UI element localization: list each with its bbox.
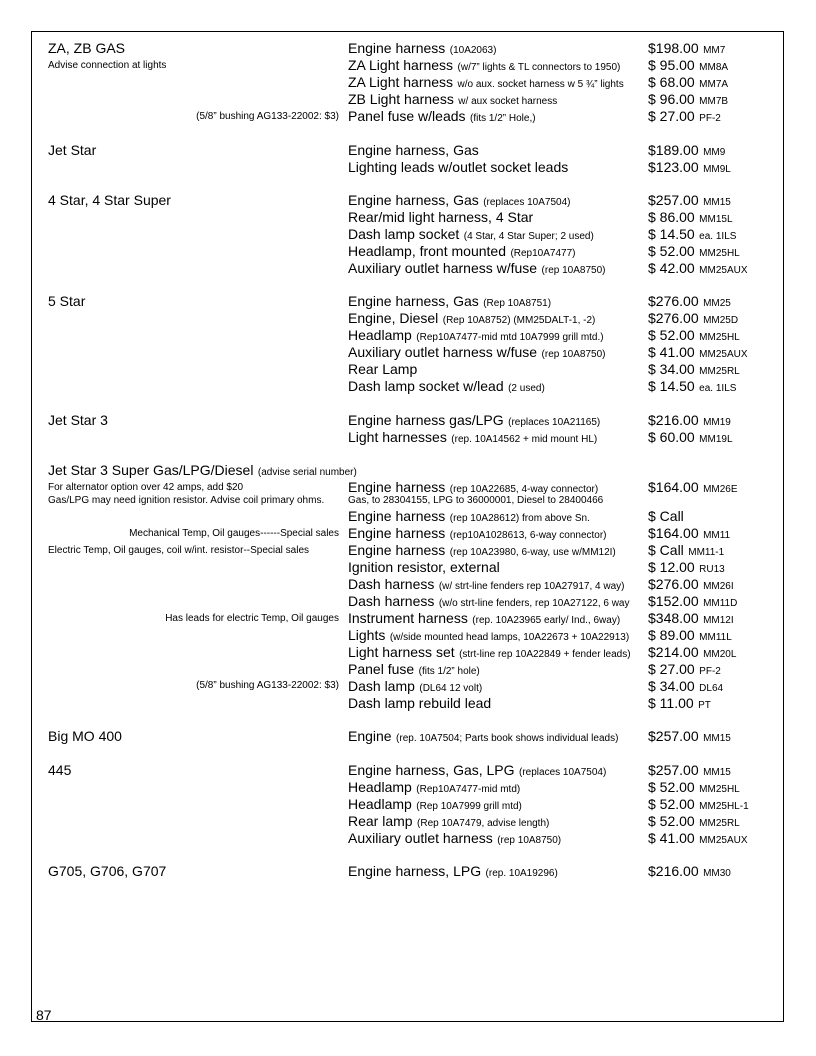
item-price: $ 11.00 PT xyxy=(648,695,711,711)
item-price: $ 14.50 ea. 1ILS xyxy=(648,378,737,394)
item-price: $276.00 MM25D xyxy=(648,310,739,326)
item-price: $216.00 MM30 xyxy=(648,863,731,879)
section-note: Gas/LPG may need ignition resistor. Advise coil primary ohms. xyxy=(48,495,325,506)
item-description: Engine harness, LPG (rep. 10A19296) xyxy=(348,863,558,879)
item-description: Dash lamp rebuild lead xyxy=(348,695,492,711)
item-description: Rear Lamp xyxy=(348,361,418,377)
item-description: Headlamp, front mounted (Rep10A7477) xyxy=(348,243,576,259)
item-price: $ 52.00 MM25HL xyxy=(648,327,740,343)
model-heading: ZA, ZB GAS xyxy=(48,40,126,56)
item-description: Dash lamp socket w/lead (2 used) xyxy=(348,378,545,394)
item-description: Panel fuse w/leads (fits 1/2” Hole,) xyxy=(348,108,536,124)
item-price: $ Call MM11-1 xyxy=(648,542,725,558)
item-price: $276.00 MM26I xyxy=(648,576,734,592)
item-description: Engine harness (rep 10A23980, 6-way, use w/MM12I) xyxy=(348,542,616,558)
section-note: Has leads for electric Temp, Oil gauges xyxy=(165,613,339,624)
item-description: Engine harness, Gas (Rep 10A8751) xyxy=(348,293,552,309)
item-description: Headlamp (Rep 10A7999 grill mtd) xyxy=(348,796,522,812)
item-price: $257.00 MM15 xyxy=(648,762,731,778)
item-price: $ 89.00 MM11L xyxy=(648,627,732,643)
item-description: Engine harness, Gas (replaces 10A7504) xyxy=(348,192,571,208)
section-note: (5/8” bushing AG133-22002: $3) xyxy=(196,680,339,691)
section-note: (5/8” bushing AG133-22002: $3) xyxy=(196,111,339,122)
item-description: Light harness set (strt-line rep 10A22849 + fender leads) xyxy=(348,644,631,660)
item-description: Engine harness (rep 10A22685, 4-way connector) xyxy=(348,479,599,495)
model-heading: 4 Star, 4 Star Super xyxy=(48,192,171,208)
item-description: ZB Light harness w/ aux socket harness xyxy=(348,91,558,107)
item-description: Engine harness (10A2063) xyxy=(348,40,497,56)
item-description: Auxiliary outlet harness w/fuse (rep 10A8750) xyxy=(348,260,606,276)
item-price: $152.00 MM11D xyxy=(648,593,738,609)
item-description: Dash lamp (DL64 12 volt) xyxy=(348,678,483,694)
item-price: $ 95.00 MM8A xyxy=(648,57,729,73)
model-heading: G705, G706, G707 xyxy=(48,863,167,879)
item-description: Dash lamp socket (4 Star, 4 Star Super; 2 used) xyxy=(348,226,594,242)
item-description: Engine (rep. 10A7504; Parts book shows individual leads) xyxy=(348,728,619,744)
item-price: $ 60.00 MM19L xyxy=(648,429,733,445)
item-description: Ignition resistor, external xyxy=(348,559,500,575)
model-heading: Jet Star xyxy=(48,142,97,158)
continuation-note: Gas, to 28304155, LPG to 36000001, Diesel to 28400466 xyxy=(348,495,604,506)
item-description: Headlamp (Rep10A7477-mid mtd 10A7999 grill mtd.) xyxy=(348,327,604,343)
item-description: Dash harness (w/o strt-line fenders, rep 10A27122, 6 way xyxy=(348,593,630,609)
item-price: $348.00 MM12I xyxy=(648,610,734,626)
item-price: $276.00 MM25 xyxy=(648,293,731,309)
item-price: $257.00 MM15 xyxy=(648,728,731,744)
item-price: $ 12.00 RU13 xyxy=(648,559,725,575)
item-price: $ Call xyxy=(648,508,684,524)
item-description: Light harnesses (rep. 10A14562 + mid mount HL) xyxy=(348,429,598,445)
item-price: $ 86.00 MM15L xyxy=(648,209,733,225)
item-description: Engine harness, Gas xyxy=(348,142,479,158)
item-price: $164.00 MM26E xyxy=(648,479,738,495)
item-description: Engine harness, Gas, LPG (replaces 10A7504) xyxy=(348,762,607,778)
item-description: ZA Light harness (w/7” lights & TL connectors to 1950) xyxy=(348,57,621,73)
model-heading: 445 xyxy=(48,762,72,778)
model-heading: Jet Star 3 Super Gas/LPG/Diesel (advise serial number) xyxy=(48,462,357,478)
item-description: Engine harness (rep 10A28612) from above Sn. xyxy=(348,508,590,524)
section-note: Mechanical Temp, Oil gauges------Special sales xyxy=(129,528,339,539)
item-description: Panel fuse (fits 1/2” hole) xyxy=(348,661,480,677)
item-price: $123.00 MM9L xyxy=(648,159,731,175)
item-price: $ 68.00 MM7A xyxy=(648,74,729,90)
item-price: $ 27.00 PF-2 xyxy=(648,108,721,124)
item-description: Dash harness (w/ strt-line fenders rep 10A27917, 4 way) xyxy=(348,576,625,592)
item-price: $214.00 MM20L xyxy=(648,644,737,660)
item-price: $257.00 MM15 xyxy=(648,192,731,208)
item-description: Instrument harness (rep. 10A23965 early/ Ind., 6way) xyxy=(348,610,621,626)
section-note: Advise connection at lights xyxy=(48,60,167,71)
item-description: Auxiliary outlet harness (rep 10A8750) xyxy=(348,830,562,846)
item-price: $ 41.00 MM25AUX xyxy=(648,830,748,846)
item-description: Rear/mid light harness, 4 Star xyxy=(348,209,534,225)
item-price: $ 34.00 DL64 xyxy=(648,678,724,694)
item-price: $216.00 MM19 xyxy=(648,412,731,428)
item-price: $ 52.00 MM25HL xyxy=(648,243,740,259)
item-description: Engine harness gas/LPG (replaces 10A21165) xyxy=(348,412,601,428)
item-description: Auxiliary outlet harness w/fuse (rep 10A8750) xyxy=(348,344,606,360)
item-price: $ 42.00 MM25AUX xyxy=(648,260,748,276)
item-price: $ 52.00 MM25RL xyxy=(648,813,740,829)
item-price: $ 52.00 MM25HL-1 xyxy=(648,796,749,812)
item-description: Lights (w/side mounted head lamps, 10A22673 + 10A22913) xyxy=(348,627,630,643)
item-description: Engine, Diesel (Rep 10A8752) (MM25DALT-1, -2) xyxy=(348,310,596,326)
item-price: $ 27.00 PF-2 xyxy=(648,661,721,677)
model-heading: Jet Star 3 xyxy=(48,412,108,428)
item-price: $ 52.00 MM25HL xyxy=(648,779,740,795)
model-heading: 5 Star xyxy=(48,293,86,309)
item-price: $189.00 MM9 xyxy=(648,142,726,158)
model-heading: Big MO 400 xyxy=(48,728,122,744)
item-description: Engine harness (rep10A1028613, 6-way connector) xyxy=(348,525,607,541)
item-price: $ 41.00 MM25AUX xyxy=(648,344,748,360)
item-description: Headlamp (Rep10A7477-mid mtd) xyxy=(348,779,521,795)
item-price: $ 34.00 MM25RL xyxy=(648,361,740,377)
item-price: $ 96.00 MM7B xyxy=(648,91,729,107)
item-price: $ 14.50 ea. 1ILS xyxy=(648,226,737,242)
item-price: $198.00 MM7 xyxy=(648,40,726,56)
item-description: ZA Light harness w/o aux. socket harness w 5 ¾” lights xyxy=(348,74,624,90)
item-price: $164.00 MM11 xyxy=(648,525,731,541)
section-note: For alternator option over 42 amps, add $20 xyxy=(48,482,244,493)
section-note: Electric Temp, Oil gauges, coil w/int. resistor--Special sales xyxy=(48,545,310,556)
item-description: Lighting leads w/outlet socket leads xyxy=(348,159,569,175)
page-number: 87 xyxy=(36,1007,52,1023)
item-description: Rear lamp (Rep 10A7479, advise length) xyxy=(348,813,550,829)
